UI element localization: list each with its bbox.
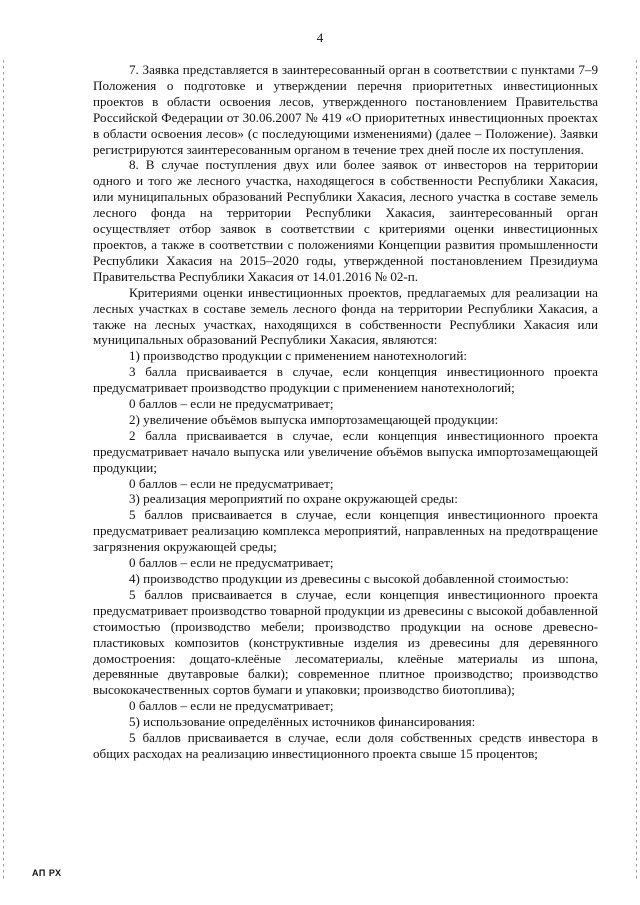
document-body	[93, 62, 598, 762]
criterion-1-title: 1) производство продукции с применением нанотехнологий:	[129, 348, 467, 364]
right-scan-edge	[636, 60, 637, 880]
criterion-1-score: 3 балла присваивается в случае, если концепция инвестиционного проекта предусматривает производство продукции с применением нанотехнологий;	[93, 364, 598, 396]
criterion-2-title: 2) увеличение объёмов выпуска импортозамещающей продукции:	[129, 411, 499, 427]
criterion-4-score: 5 баллов присваивается в случае, если концепция инвестиционного проекта предусматривает производство товарной продукции из древесины с высокой добавленной стоимостью (производство мебели; производство продукции на основе древесно-пластиковых композитов (конструктивные изделия из древесины для деревянного домостроения: дощато-клеёные лесоматериалы, клеёные материалы из шпона, деревянные двутавровые балки); современное плитное производство; производство высококачественных сортов бумаги и упаковки; производство биотоплива);	[93, 586, 598, 698]
left-scan-edge	[3, 60, 4, 880]
criterion-1-zero: 0 баллов – если не предусматривает;	[129, 396, 334, 412]
paragraph-criteria-intro: Критериями оценки инвестиционных проектов, предлагаемых для реализации на лесных участках в составе земель лесного фонда на территории Республики Хакасия, а также на лесных участках, находящихся в собственности Республики Хакасия или муниципальных образований Республики Хакасия, являются:	[93, 284, 598, 348]
criterion-4-title: 4) производство продукции из древесины с высокой добавленной стоимостью:	[129, 571, 569, 586]
criterion-5-title: 5) использование определённых источников финансирования:	[129, 714, 476, 730]
criterion-5-score: 5 баллов присваивается в случае, если доля собственных средств инвестора в общих расходах на реализацию инвестиционного проекта свыше 15 процентов;	[93, 730, 598, 761]
criterion-4-zero: 0 баллов – если не предусматривает;	[129, 698, 334, 714]
paragraph-item-7: 7. Заявка представляется в заинтересованный орган в соответствии с пунктами 7–9 Положения о подготовке и утверждении перечня приоритетных инвестиционных проектов в области освоения лесов, утвержденного постановлением Правительства Российской Федерации от 30.06.2007 № 419 «О приоритетных инвестиционных проектах в области освоения лесов» (с последующими изменениями) (далее – Положение). Заявки регистрируются заинтересованным органом в течение трех дней после их поступления.	[93, 62, 598, 157]
paragraph-item-8: 8. В случае поступления двух или более заявок от инвесторов на территории одного и того же лесного участка, находящегося в собственности Республики Хакасия, или муниципальных образований Республики Хакасия, лесного участка в составе земель лесного фонда на территории Республики Хакасия, заинтересованный орган осуществляет отбор заявок в соответствии с критериями оценки инвестиционных проектов, а также в соответствии с положениями Концепции развития промышленности Республики Хакасия на 2015–2020 годы, утвержденной постановлением Президиума Правительства Республики Хакасия от 14.01.2016 № 02-п.	[93, 157, 598, 284]
criterion-2-score: 2 балла присваивается в случае, если концепция инвестиционного проекта предусматривает начало выпуска или увеличение объёмов выпуска импортозамещающей продукции;	[93, 427, 598, 475]
criterion-3-title: 3) реализация мероприятий по охране окружающей среды:	[129, 491, 458, 507]
criterion-3-score: 5 баллов присваивается в случае, если концепция инвестиционного проекта предусматривает реализацию комплекса мероприятий, направленных на предотвращение загрязнения окружающей среды;	[93, 507, 598, 555]
footer-mark: АП РХ	[32, 868, 62, 878]
criterion-3-zero: 0 баллов – если не предусматривает;	[129, 555, 334, 571]
criterion-2-zero: 0 баллов – если не предусматривает;	[129, 475, 334, 491]
page-number: 4	[316, 30, 324, 45]
